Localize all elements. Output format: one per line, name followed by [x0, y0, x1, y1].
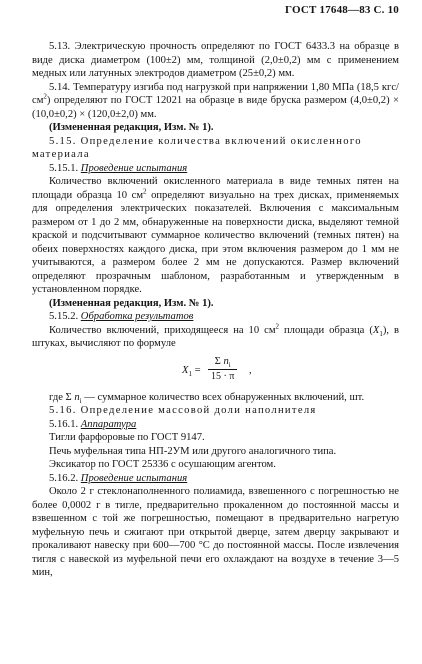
section-title-5-15: 5.15. Определение количества включений окисленного материала: [32, 135, 362, 160]
text: — суммарное количество всех обнаруженных включений, шт.: [81, 391, 365, 403]
subsection-title: Обработка результатов: [80, 311, 194, 322]
formula-fraction: [208, 355, 237, 384]
subsection-title: Проведение испытания: [80, 472, 188, 484]
sigma-symbol: Σ: [214, 355, 224, 367]
subsection-title: Проведение испытания: [80, 162, 188, 174]
text: Количество включений, приходящееся на 10 см: [49, 324, 276, 336]
formula-legend: [32, 391, 399, 405]
equipment-crucibles: Тигли фарфоровые по ГОСТ 9147.: [49, 432, 205, 443]
document-body: [32, 40, 399, 580]
symbol-x: X: [182, 364, 189, 376]
paragraph-5-13: 5.13. Электрическую прочность определяют по ГОСТ 6433.3 на образце в виде диска диаметром (100±2) мм, толщиной (2,0±0,2) мм с применением медных или латунных электродов диаметром (25±0,2) мм.: [32, 41, 399, 79]
subsection-title: Аппаратура: [80, 418, 137, 430]
subscript: 1: [379, 329, 383, 338]
text: 5.14. Температуру изгиба под нагрузкой при напряжении 1,80 МПа (18,5 кгс/см: [32, 81, 399, 106]
subsection-5-16-2: [32, 472, 399, 486]
revision-note: (Измененная редакция, Изм. № 1).: [49, 297, 214, 309]
subsection-number: 5.15.1.: [49, 162, 79, 174]
subsection-number: 5.16.2.: [49, 472, 79, 484]
text: определяют визуально на трех дисках, применяемых для определения электрических показателей. Включения с максимальным размером от 1 до 2 мм, обнаруженные на поверхности диска, выделяют темной краской и подсчитывают суммарное количество включений (темных пятен) на обеих поверхностях каждого диска, при этом включения размером до 1 мм не учитываются, а размером более 2 мм не допускаются. Размер включений определяют прозрачным шаблоном, разработанным и утвержденным в установленном порядке.: [32, 189, 399, 295]
paragraph-formula-intro: [32, 321, 400, 351]
text: где Σ: [49, 391, 75, 403]
revision-note: (Измененная редакция, Изм. № 1).: [49, 122, 214, 133]
subsection-number: 5.15.2.: [49, 311, 79, 322]
subsection-number: 5.16.1.: [49, 418, 79, 430]
equipment-furnace: Печь муфельная типа НП-2УМ или другого аналогичного типа.: [49, 445, 337, 457]
text: Количество включений окисленного материала в виде темных пятен на площади образца 10 см: [32, 176, 399, 201]
symbol-x: X: [372, 324, 380, 336]
subscript: 1: [188, 369, 192, 378]
page-header: ГОСТ 17648—83 С. 10: [285, 4, 399, 16]
formula-comma: ,: [249, 364, 252, 376]
paragraph-procedure: Около 2 г стеклонаполненного полиамида, взвешенного с погрешностью не более 0,0002 г в тигле, предварительно прокаленном до постоянной массы и взвешенном с той же погрешностью, помещают в предварительно нагретую муфельную печь и сжигают при открытой дверце, затем дверцу закрывают и прокаливают навеску при 600—700 °С до постоянной массы. После извлечения тигля с навеской из муфельной печи его охлаждают на воздухе в течение 3—5 мин,: [32, 486, 399, 578]
equipment-desiccator: Эксикатор по ГОСТ 25336 с осушающим агентом.: [49, 459, 276, 470]
text: ), в штуках, вычисляют по формуле: [32, 324, 400, 349]
text: ) определяют по ГОСТ 12021 на образце в виде бруска размером (4,0±0,2) × (10,0±0,2) × (120,0±2,0) мм.: [32, 95, 399, 120]
formula-lhs: [182, 364, 201, 378]
superscript: 2: [43, 92, 47, 101]
subsection-5-15-1: [32, 162, 399, 176]
formula: [32, 351, 399, 391]
superscript: 2: [275, 321, 280, 330]
paragraph-inclusions: [32, 175, 399, 297]
subsection-5-15-2: [32, 310, 399, 324]
superscript: 2: [143, 186, 147, 195]
subscript: i: [228, 360, 231, 369]
symbol-n: n: [223, 355, 229, 367]
paragraph-5-14: [32, 81, 399, 122]
section-title-5-16: 5.16. Определение массовой доли наполнителя: [49, 405, 317, 416]
text: площади образца (: [279, 324, 373, 336]
symbol-n: n: [74, 391, 80, 403]
subscript: i: [79, 396, 82, 405]
formula-denominator: 15 · π: [211, 370, 235, 382]
formula-numerator: [208, 355, 237, 370]
equals-sign: =: [191, 364, 201, 376]
subsection-5-16-1: [32, 418, 399, 432]
